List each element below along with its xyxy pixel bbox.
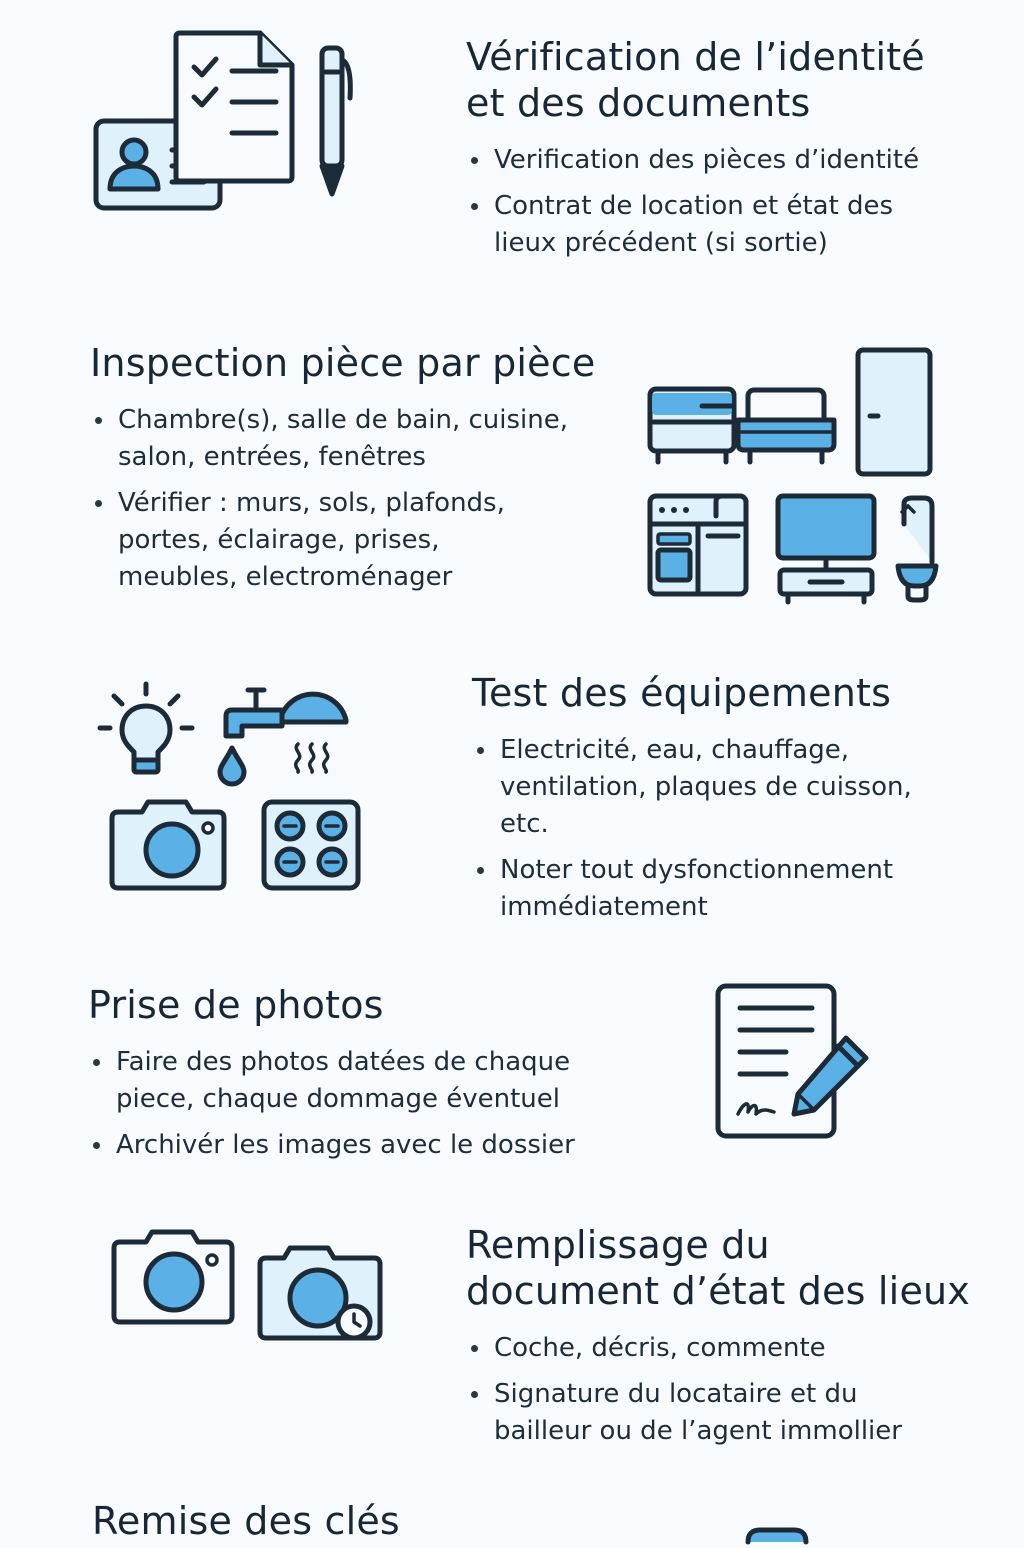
photos-bullet-list: [88, 1044, 648, 1164]
camera-icon: [108, 1226, 240, 1330]
section-equipment-test: [472, 670, 972, 935]
sink-icon: [894, 494, 940, 610]
section-photos: [88, 982, 648, 1173]
pen-icon: [316, 42, 356, 206]
kitchen-icon: [646, 492, 754, 604]
pencil-icon: [786, 1032, 876, 1126]
section-identity-documents: [466, 34, 986, 271]
camera-icon: [106, 798, 232, 896]
section-title-photos: Prise de photos: [88, 983, 384, 1027]
photos-bullet-2: Archivér les images avec le dossier: [88, 1127, 648, 1164]
identity-bullet-2: Contrat de location et état des lieux précédent (si sortie): [466, 188, 986, 262]
section-title-key-handover: Remise des clés: [92, 1499, 400, 1543]
section-document-fill: [466, 1222, 1006, 1459]
equipment-bullet-1: Electricité, eau, chauffage, ventilation, plaques de cuisson, etc.: [472, 732, 972, 843]
lightbulb-icon: [96, 680, 200, 782]
key-icon: [742, 1524, 812, 1548]
inspection-bullet-list: [90, 402, 630, 596]
photos-bullet-1: Faire des photos datées de chaque piece, chaque dommage éventuel: [88, 1044, 648, 1118]
bed-icon: [646, 384, 742, 470]
heat-icon: [290, 740, 338, 778]
section-title-identity: [466, 34, 986, 126]
cooktop-icon: [260, 798, 362, 896]
checklist-document-icon: [172, 29, 298, 193]
section-title-equipment: Test des équipements: [472, 671, 892, 715]
timed-camera-icon: [254, 1242, 388, 1346]
section-title-inspection: Inspection pièce par pièce: [90, 341, 596, 385]
document-fill-bullet-1: Coche, décris, commente: [466, 1330, 1006, 1367]
section-key-handover: [92, 1496, 612, 1546]
section-title-document-fill: [466, 1222, 1006, 1314]
section-title-line: Remplissage du: [466, 1223, 770, 1267]
identity-bullet-1: Verification des pièces d’identité: [466, 142, 986, 179]
equipment-bullet-2: Noter tout dysfonctionnement immédiatement: [472, 852, 972, 926]
inspection-bullet-1: Chambre(s), salle de bain, cuisine, salon, entrées, fenêtres: [90, 402, 630, 476]
section-title-line: document d’état des lieux: [466, 1269, 970, 1313]
inspection-bullet-2: Vérifier : murs, sols, plafonds, portes, éclairage, prises, meubles, electroménager: [90, 485, 630, 596]
identity-bullet-list: [466, 142, 986, 262]
document-fill-bullet-list: [466, 1330, 1006, 1450]
section-title-line: et des documents: [466, 81, 811, 125]
sofa-icon: [734, 386, 840, 470]
section-room-inspection: [90, 340, 630, 605]
equipment-bullet-list: [472, 732, 972, 926]
door-icon: [854, 346, 936, 484]
section-title-line: Vérification de l’identité: [466, 35, 925, 79]
tv-icon: [774, 492, 882, 608]
document-fill-bullet-2: Signature du locataire et du bailleur ou de l’agent immollier: [466, 1376, 1006, 1450]
